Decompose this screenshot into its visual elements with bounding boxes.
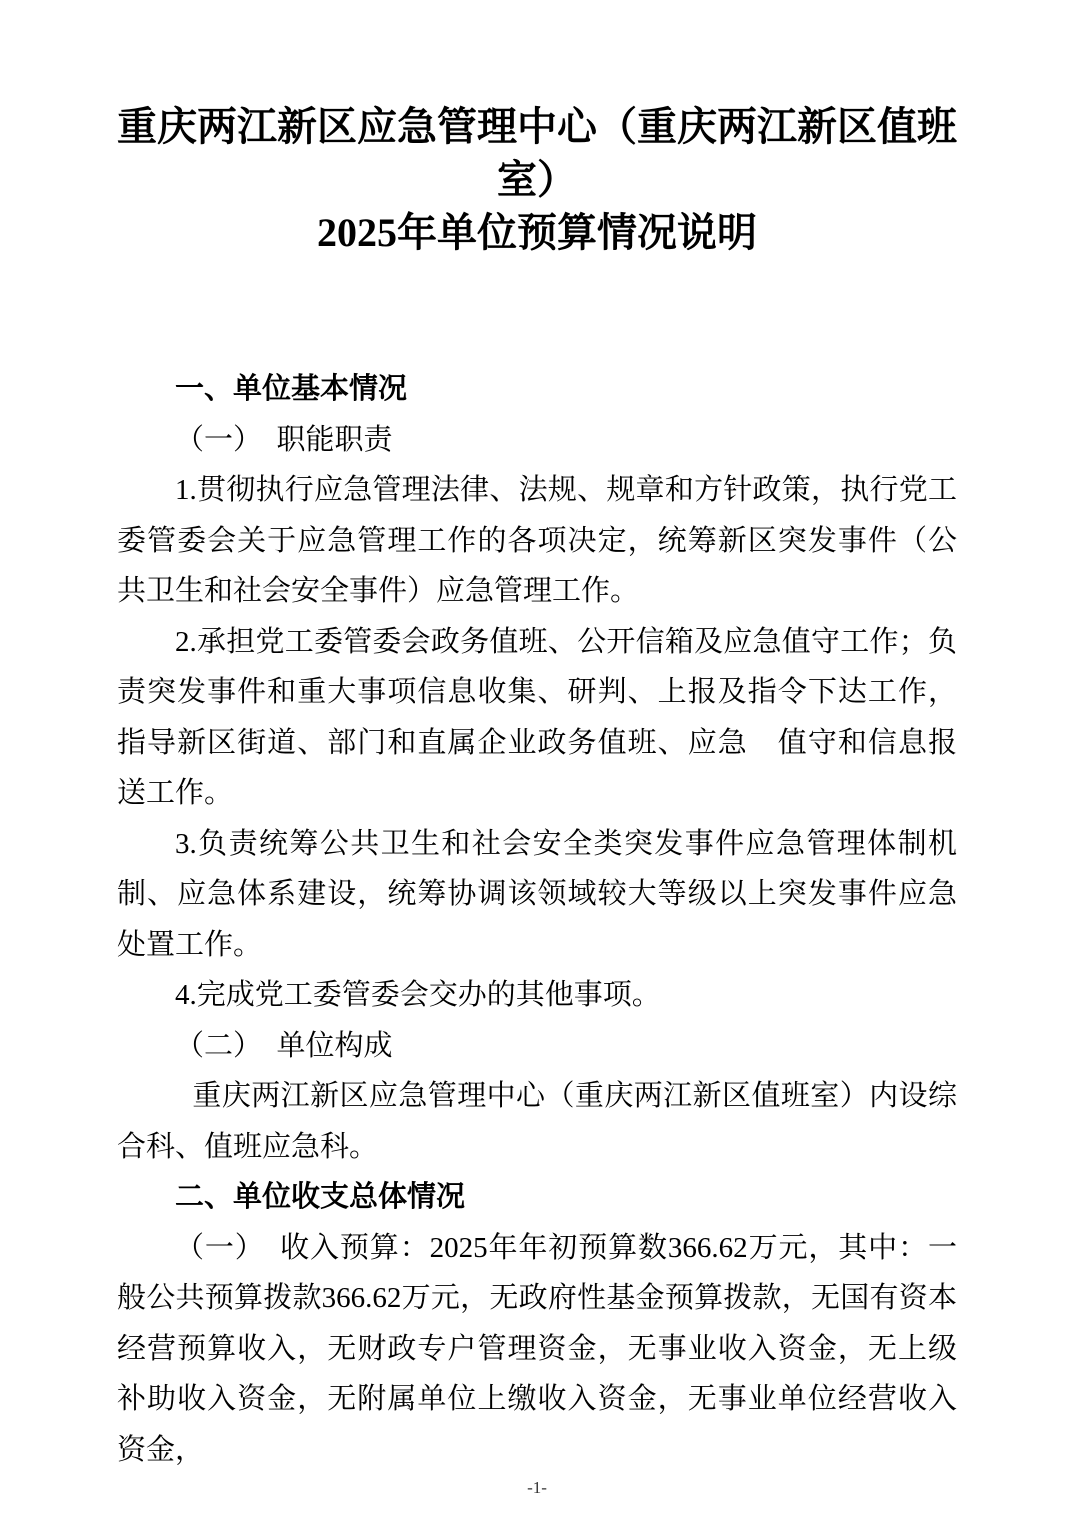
paragraph-income-budget-lead: （一） 收入预算： xyxy=(175,1231,430,1264)
section-heading-1: 一、单位基本情况 xyxy=(175,373,408,405)
title-line: 室） xyxy=(497,157,577,202)
section-heading-2: 二、单位收支总体情况 xyxy=(175,1181,466,1213)
page-number: -1- xyxy=(527,1478,547,1497)
paragraph-duty-2: 2.承担党工委管委会政务值班、公开信箱及应急值守工作；负责突发事件和重大事项信息收集、研判、上报及指令下达工作，指导新区街道、部门和直属企业政务值班、应急 值守和信息报送工作。 xyxy=(117,625,957,809)
paragraph-unit-composition: 重庆两江新区应急管理中心（重庆两江新区值班室）内设综合科、值班应急科。 xyxy=(117,1080,957,1163)
title-line: 2025年单位预算情况说明 xyxy=(317,210,757,255)
title-line: 重庆两江新区应急管理中心（重庆两江新区值班 xyxy=(117,104,957,149)
document-body xyxy=(117,364,957,1475)
paragraph-income-budget xyxy=(117,1223,957,1476)
paragraph-income-budget-text: 2025年年初预算数366.62万元，其中：一般公共预算拨款366.62万元，无政府性基金预算拨款，无国有资本经营预算收入，无财政专户管理资金，无事业收入资金，无上级补助收入资金，无附属单位上缴收入资金，无事业单位经营收入资金， xyxy=(117,1231,957,1466)
paragraph-duty-3: 3.负责统筹公共卫生和社会安全类突发事件应急管理体制机制、应急体系建设，统筹协调该领域较大等级以上突发事件应急处置工作。 xyxy=(117,827,957,961)
subsection-heading-1-2: （二） 单位构成 xyxy=(175,1029,393,1062)
paragraph-duty-1: 1.贯彻执行应急管理法律、法规、规章和方针政策，执行党工委管委会关于应急管理工作的各项决定，统筹新区突发事件（公共卫生和社会安全事件）应急管理工作。 xyxy=(117,474,957,607)
subsection-heading-1-1: （一） 职能职责 xyxy=(175,423,393,456)
document-content xyxy=(117,0,957,1475)
paragraph-duty-4: 4.完成党工委管委会交办的其他事项。 xyxy=(175,979,661,1011)
document-title xyxy=(117,0,957,259)
